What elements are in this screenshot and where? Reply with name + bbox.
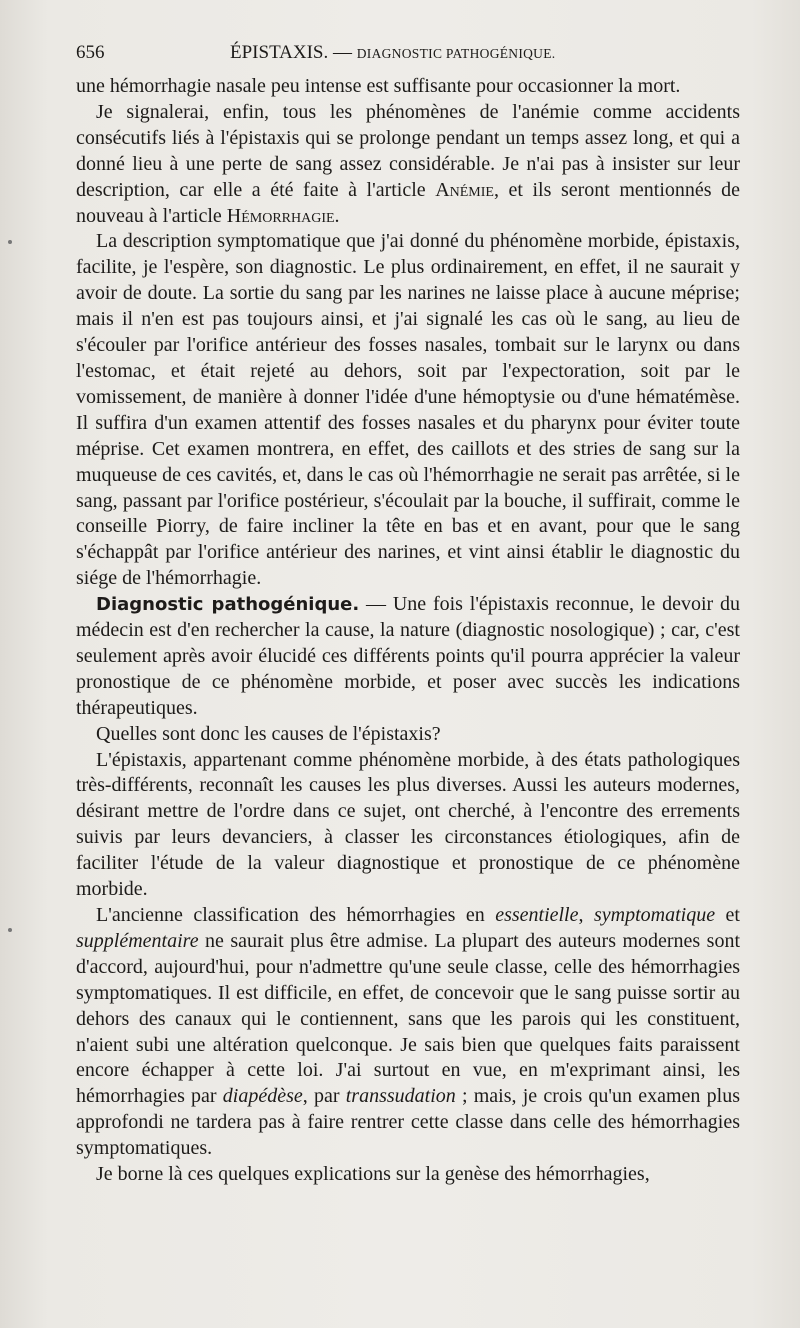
paragraph-5: Quelles sont donc les causes de l'épistaxis? xyxy=(96,722,441,745)
paragraph-2-text-a: Je signalerai, enfin, tous les phénomènes de l'anémie comme accidents consécutifs liés à l'épistaxis qui se prolonge pendant un temps assez long, et qui a donné lieu à une perte de sang assez considérable. Je n'ai pas à insister sur leur description, car elle a été faite à l'article xyxy=(76,100,740,201)
paragraph-7-text-a: L'ancienne classification des hémorrhagies en xyxy=(96,904,496,926)
page-number: 656 xyxy=(76,42,105,63)
paragraph-7-text-c: et xyxy=(715,904,740,926)
body-text xyxy=(76,74,740,1188)
term-symptomatique: symptomatique xyxy=(593,904,716,926)
article-reference-anemie: Anémie xyxy=(435,178,494,201)
paragraph-8: Je borne là ces quelques explications sur la genèse des hémorrhagies, xyxy=(96,1163,650,1186)
paragraph-7-text-f: ; mais, je crois qu'un examen plus approfondi ne tardera pas à faire rentrer cette classe dans celle des hémorrhagies symptomatiques. xyxy=(76,1085,740,1160)
paragraph-7-text-d: ne saurait plus être admise. La plupart des auteurs modernes sont d'accord, aujourd'hui, pour n'admettre qu'une seule classe, celle des hémorrhagies symptomatiques. Il est difficile, en effet, de concevoir que le sang puisse sortir au dehors des canaux qui le contiennent, sans que les parois qui les constituent, n'aient subi une altération quelconque. Je sais bien que quelques faits paraissent encore échapper à cette loi. J'ai surtout en vue, en m'exprimant ainsi, les hémorrhagies par xyxy=(76,929,740,1108)
paragraph-7-text-b: , xyxy=(578,904,594,926)
paragraph-7-text-e: , par xyxy=(302,1085,346,1108)
running-head-subtitle: DIAGNOSTIC PATHOGÉNIQUE. xyxy=(356,46,556,61)
page-header xyxy=(76,38,740,68)
section-heading: Diagnostic pathogénique. xyxy=(96,594,360,616)
article-reference-hemorrhagie: Hémorrhagie xyxy=(226,204,335,227)
term-essentielle: essentielle xyxy=(495,904,579,926)
paragraph-2-text-b: , et ils seront mentionnés de nouveau à l'article xyxy=(76,178,740,227)
paragraph-3: La description symptomatique que j'ai donné du phénomène morbide, épistaxis, facilite, je l'espère, son diagnostic. Le plus ordinairement, en effet, il ne saurait y avoir de doute. La sortie du sang par les narines ne laisse place à aucune méprise; mais il n'en est pas toujours ainsi, et j'ai signalé les cas où le sang, au lieu de s'écouler par l'orifice antérieur des fosses nasales, tombait sur le larynx ou dans l'estomac, et était rejeté au dehors, soit par l'expectoration, soit par le vomissement, de manière à donner l'idée d'une hémoptysie ou d'une hématémèse. Il suffira d'un examen attentif des fosses nasales et du pharynx pour éviter toute méprise. Cet examen montrera, en effet, des caillots et des stries de sang sur la muqueuse de ces cavités, et, dans le cas où l'hémorrhagie ne serait pas arrêtée, si le sang, passant par l'orifice postérieur, s'écoulait par la bouche, il suffirait, comme le conseille Piorry, de faire incliner la tête en bas et en avant, pour que le sang s'échappât par l'orifice antérieur des narines, et vint ainsi établir le diagnostic du siége de l'hémorrhagie. xyxy=(76,230,740,590)
running-head-dash: — xyxy=(333,42,352,63)
paragraph-2-text-c: . xyxy=(334,204,340,227)
running-head xyxy=(230,42,555,64)
term-supplementaire: supplémentaire xyxy=(76,929,199,952)
paragraph-6: L'épistaxis, appartenant comme phénomène morbide, à des états pathologiques très-différents, reconnaît les causes les plus diverses. Aussi les auteurs modernes, désirant mettre de l'ordre dans ce sujet, ont cherché, à l'encontre des errements suivis par leurs devanciers, à classer les circonstances étiologiques, afin de faciliter l'étude de la valeur diagnostique et pronostique de ce phénomène morbide. xyxy=(76,748,740,901)
paragraph-2 xyxy=(76,100,740,230)
paragraph-7 xyxy=(76,903,740,1162)
term-transsudation: transsudation xyxy=(345,1085,456,1108)
term-diapedese: diapédèse xyxy=(222,1085,303,1108)
paragraph-1: une hémorrhagie nasale peu intense est suffisante pour occasionner la mort. xyxy=(76,75,681,97)
margin-speck xyxy=(8,240,12,244)
paragraph-4 xyxy=(76,592,740,722)
margin-speck xyxy=(8,928,12,932)
paragraph-4-text: — Une fois l'épistaxis reconnue, le devoir du médecin est d'en rechercher la cause, la nature (diagnostic nosologique) ; car, c'est seulement après avoir élucidé ces différents points qu'il pourra apprécier la valeur pronostique de ce phénomène morbide, et poser avec succès les indications thérapeutiques. xyxy=(76,593,740,719)
running-head-title: ÉPISTAXIS. xyxy=(230,42,329,63)
